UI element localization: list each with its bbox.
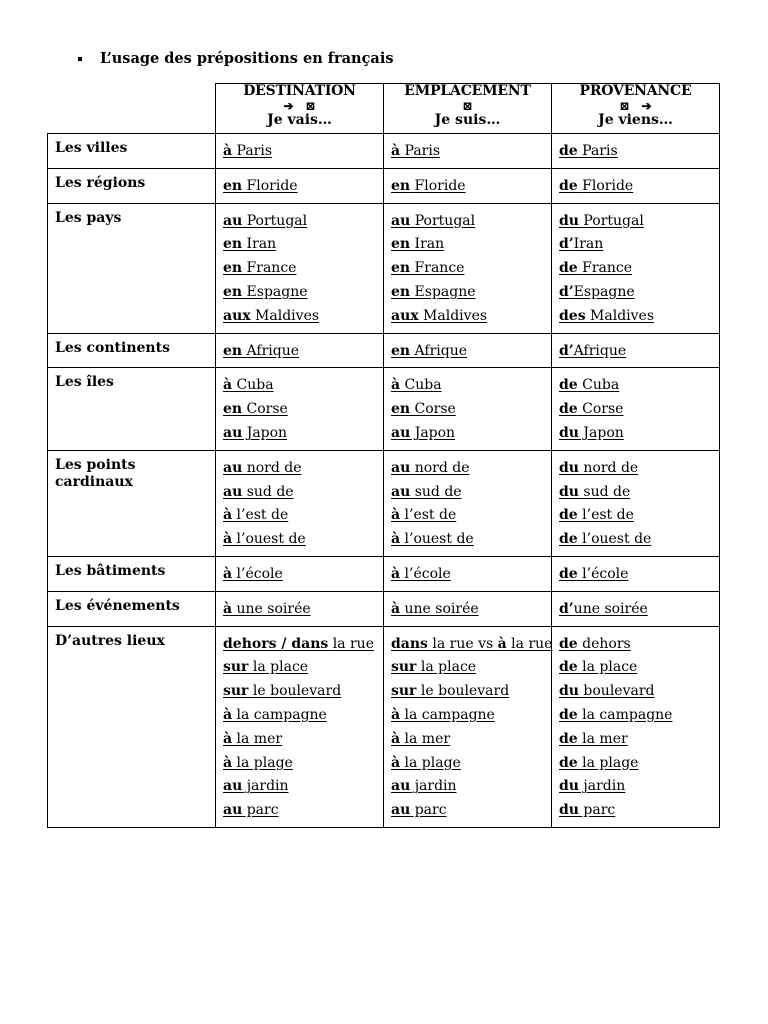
preposition-word: de <box>559 507 578 524</box>
place-word: la place <box>416 659 477 676</box>
preposition-line <box>559 528 712 552</box>
place-word: la rue <box>506 635 553 652</box>
preposition-line <box>559 233 712 257</box>
header-icons <box>556 99 715 113</box>
preposition-line <box>391 799 544 823</box>
place-word: Paris <box>577 143 618 159</box>
preposition-line <box>391 140 544 164</box>
place-word: Portugal <box>410 212 476 229</box>
place-word: Iran <box>410 236 445 253</box>
preposition-word: à <box>223 600 233 617</box>
preposition-word: de <box>559 635 578 652</box>
place-word: Afrique <box>573 342 627 359</box>
preposition-line <box>391 598 544 622</box>
place-word: Afrique <box>410 342 468 359</box>
preposition-line <box>391 457 544 481</box>
preposition-line <box>391 504 544 528</box>
preposition-word: en <box>391 342 411 359</box>
preposition-word: de <box>559 260 578 277</box>
preposition-word: en <box>391 401 411 418</box>
table-row <box>48 333 720 368</box>
preposition-line <box>223 598 376 622</box>
place-word: la rue vs <box>427 635 498 652</box>
preposition-line <box>559 633 712 657</box>
preposition-line <box>559 457 712 481</box>
place-word: la mer <box>577 730 628 747</box>
preposition-line <box>391 656 544 680</box>
preposition-word: aux <box>223 307 251 324</box>
preposition-cell <box>384 556 552 591</box>
place-word: Paris <box>232 143 273 159</box>
preposition-word: à <box>223 706 233 723</box>
preposition-word: du <box>559 802 579 819</box>
row-label: Les continents <box>48 333 216 368</box>
boxed-x-icon: ⊠ <box>619 98 630 113</box>
preposition-word: dehors / dans <box>223 635 329 652</box>
place-word: l’ouest de <box>577 531 652 548</box>
preposition-word: de <box>559 659 578 676</box>
header-destination <box>216 84 384 134</box>
preposition-word: à <box>391 507 401 524</box>
header-name: PROVENANCE <box>579 83 692 99</box>
place-word: Corse <box>410 401 456 418</box>
preposition-word: au <box>223 459 243 476</box>
table-row <box>48 556 720 591</box>
place-word: Japon <box>578 424 624 441</box>
place-word: jardin <box>242 778 289 795</box>
preposition-word: du <box>559 778 579 795</box>
row-label: Les points cardinaux <box>48 450 216 556</box>
preposition-line <box>559 140 712 164</box>
preposition-word: du <box>559 683 579 700</box>
place-word: boulevard <box>578 683 655 700</box>
preposition-word: en <box>223 401 243 418</box>
header-blank-cell <box>48 84 216 134</box>
preposition-cell <box>216 368 384 450</box>
preposition-word: de <box>559 531 578 548</box>
preposition-line <box>223 340 376 364</box>
header-emplacement <box>384 84 552 134</box>
place-word: Floride <box>410 177 466 194</box>
header-name: DESTINATION <box>243 83 356 99</box>
preposition-line <box>559 374 712 398</box>
preposition-line <box>391 563 544 587</box>
preposition-line <box>391 704 544 728</box>
row-label: Les événements <box>48 591 216 626</box>
preposition-line <box>223 728 376 752</box>
row-label: D’autres lieux <box>48 626 216 827</box>
place-word: l’école <box>577 565 629 582</box>
preposition-line <box>559 704 712 728</box>
preposition-word: au <box>223 778 243 795</box>
preposition-word: d’ <box>559 342 574 359</box>
place-word: la plage <box>400 754 461 771</box>
preposition-line <box>223 704 376 728</box>
preposition-word: à <box>223 754 233 771</box>
preposition-word: au <box>223 483 243 500</box>
preposition-word: au <box>223 424 243 441</box>
header-icons <box>220 99 379 113</box>
preposition-line <box>559 728 712 752</box>
table-row <box>48 168 720 203</box>
row-label: Les bâtiments <box>48 556 216 591</box>
preposition-word: à <box>391 754 401 771</box>
preposition-cell <box>384 203 552 333</box>
preposition-word: sur <box>223 683 249 700</box>
preposition-cell <box>552 368 720 450</box>
place-word: la mer <box>232 730 283 747</box>
preposition-word: au <box>391 778 411 795</box>
preposition-line <box>559 340 712 364</box>
place-word: nord de <box>578 459 639 476</box>
header-row <box>48 84 720 134</box>
preposition-cell <box>384 333 552 368</box>
preposition-line <box>391 775 544 799</box>
preposition-cell <box>552 134 720 169</box>
preposition-word: au <box>391 459 411 476</box>
preposition-word: en <box>391 260 411 277</box>
preposition-word: au <box>391 424 411 441</box>
header-icons <box>388 99 547 113</box>
preposition-line <box>559 257 712 281</box>
place-word: Paris <box>400 143 441 159</box>
preposition-line <box>391 728 544 752</box>
preposition-word: des <box>559 307 586 324</box>
place-word: la campagne <box>400 706 495 723</box>
place-word: une soirée <box>573 600 648 617</box>
preposition-word: à <box>391 377 401 394</box>
preposition-word: en <box>391 283 411 300</box>
preposition-word: à <box>223 565 233 582</box>
preposition-word: sur <box>391 683 417 700</box>
place-word: Cuba <box>577 377 620 394</box>
place-word: la rue <box>328 635 374 652</box>
preposition-word: de <box>559 754 578 771</box>
preposition-cell <box>384 134 552 169</box>
preposition-line <box>223 457 376 481</box>
place-word: France <box>410 260 465 277</box>
place-word: nord de <box>242 459 302 476</box>
row-label: Les villes <box>48 134 216 169</box>
preposition-word: de <box>559 177 578 194</box>
place-word: Afrique <box>242 342 300 359</box>
preposition-line <box>391 752 544 776</box>
preposition-word: à <box>497 635 507 652</box>
preposition-line <box>391 528 544 552</box>
preposition-word: à <box>223 377 233 394</box>
place-word: jardin <box>578 778 626 795</box>
place-word: Japon <box>410 424 456 441</box>
preposition-line <box>391 175 544 199</box>
preposition-word: au <box>391 802 411 819</box>
preposition-line <box>391 340 544 364</box>
place-word: la plage <box>232 754 293 771</box>
preposition-line <box>223 775 376 799</box>
preposition-cell <box>216 333 384 368</box>
place-word: Japon <box>242 424 288 441</box>
preposition-cell <box>216 168 384 203</box>
preposition-cell <box>384 591 552 626</box>
preposition-cell <box>216 626 384 827</box>
place-word: le boulevard <box>416 683 510 700</box>
place-word: l’école <box>400 565 451 582</box>
table-row <box>48 450 720 556</box>
preposition-line <box>559 680 712 704</box>
preposition-cell <box>552 333 720 368</box>
place-word: la plage <box>577 754 639 771</box>
place-word: l’est de <box>577 507 634 524</box>
preposition-line <box>559 210 712 234</box>
preposition-line <box>223 422 376 446</box>
preposition-line <box>223 233 376 257</box>
preposition-line <box>223 680 376 704</box>
preposition-line <box>223 481 376 505</box>
place-word: France <box>577 260 633 277</box>
preposition-word: en <box>391 177 411 194</box>
preposition-line <box>223 398 376 422</box>
boxed-x-icon: ⊠ <box>305 98 316 113</box>
preposition-word: du <box>559 424 579 441</box>
preposition-line <box>559 504 712 528</box>
preposition-line <box>223 656 376 680</box>
preposition-line <box>223 210 376 234</box>
preposition-cell <box>216 591 384 626</box>
arrow-right-icon: ➔ <box>283 98 294 113</box>
place-word: Floride <box>242 177 298 194</box>
preposition-word: au <box>391 483 411 500</box>
preposition-line <box>223 563 376 587</box>
table-row <box>48 134 720 169</box>
place-word: parc <box>242 802 279 819</box>
header-name: EMPLACEMENT <box>404 83 531 99</box>
preposition-word: sur <box>223 659 249 676</box>
place-word: Floride <box>577 177 634 194</box>
table-row <box>48 203 720 333</box>
preposition-word: à <box>391 565 401 582</box>
table-row <box>48 591 720 626</box>
preposition-word: d’ <box>559 283 574 300</box>
preposition-line <box>559 481 712 505</box>
place-word: Iran <box>573 236 604 253</box>
place-word: Espagne <box>573 283 635 300</box>
preposition-line <box>559 422 712 446</box>
preposition-cell <box>552 556 720 591</box>
preposition-line <box>223 175 376 199</box>
place-word: Maldives <box>585 307 655 324</box>
place-word: dehors <box>577 635 631 652</box>
place-word: une soirée <box>232 600 311 617</box>
header-provenance <box>552 84 720 134</box>
preposition-word: à <box>391 531 401 548</box>
place-word: Portugal <box>242 212 308 229</box>
preposition-word: au <box>223 212 243 229</box>
preposition-line <box>223 257 376 281</box>
preposition-line <box>223 752 376 776</box>
preposition-word: à <box>391 143 401 159</box>
preposition-word: de <box>559 143 578 159</box>
preposition-word: à <box>223 507 233 524</box>
preposition-line <box>223 281 376 305</box>
preposition-line <box>391 233 544 257</box>
preposition-word: en <box>223 177 243 194</box>
preposition-line <box>391 210 544 234</box>
preposition-cell <box>216 450 384 556</box>
place-word: Maldives <box>250 307 320 324</box>
place-word: sud de <box>410 483 462 500</box>
preposition-word: du <box>559 459 579 476</box>
preposition-cell <box>384 450 552 556</box>
preposition-line <box>223 633 376 657</box>
preposition-word: dans <box>391 635 428 652</box>
preposition-word: au <box>391 212 411 229</box>
preposition-line <box>391 422 544 446</box>
row-label: Les régions <box>48 168 216 203</box>
preposition-cell <box>552 168 720 203</box>
preposition-line <box>391 305 544 329</box>
preposition-word: en <box>391 236 411 253</box>
preposition-cell <box>216 556 384 591</box>
table-body <box>48 134 720 828</box>
preposition-cell <box>552 591 720 626</box>
preposition-line <box>391 398 544 422</box>
place-word: l’école <box>232 565 283 582</box>
place-word: la campagne <box>577 706 673 723</box>
preposition-line <box>559 656 712 680</box>
preposition-line <box>223 374 376 398</box>
preposition-word: du <box>559 483 579 500</box>
preposition-line <box>559 305 712 329</box>
preposition-word: de <box>559 377 578 394</box>
row-label: Les pays <box>48 203 216 333</box>
table-row <box>48 368 720 450</box>
preposition-line <box>391 633 553 657</box>
place-word: la mer <box>400 730 451 747</box>
preposition-line <box>391 374 544 398</box>
table-row <box>48 626 720 827</box>
place-word: Cuba <box>232 377 274 394</box>
place-word: la place <box>248 659 309 676</box>
preposition-word: d’ <box>559 600 574 617</box>
preposition-line <box>559 563 712 587</box>
preposition-cell <box>552 626 720 827</box>
preposition-word: aux <box>391 307 419 324</box>
arrow-right-icon: ➔ <box>641 98 652 113</box>
document-title <box>78 50 394 67</box>
place-word: sud de <box>578 483 631 500</box>
preposition-line <box>223 140 376 164</box>
place-word: France <box>242 260 297 277</box>
place-word: le boulevard <box>248 683 342 700</box>
place-word: Maldives <box>418 307 488 324</box>
boxed-x-icon: ⊠ <box>462 98 473 113</box>
preposition-word: du <box>559 212 579 229</box>
preposition-word: de <box>559 706 578 723</box>
preposition-line <box>223 528 376 552</box>
preposition-word: de <box>559 401 578 418</box>
preposition-word: en <box>223 260 243 277</box>
place-word: sud de <box>242 483 294 500</box>
preposition-line <box>559 175 712 199</box>
place-word: nord de <box>410 459 470 476</box>
place-word: l’ouest de <box>232 531 306 548</box>
header-phrase: Je vais… <box>267 111 332 128</box>
preposition-cell <box>552 203 720 333</box>
preposition-word: à <box>391 730 401 747</box>
preposition-line <box>559 281 712 305</box>
preposition-line <box>391 481 544 505</box>
preposition-line <box>223 305 376 329</box>
preposition-line <box>559 598 712 622</box>
preposition-line <box>559 775 712 799</box>
header-phrase: Je suis… <box>434 111 501 128</box>
place-word: l’est de <box>232 507 289 524</box>
preposition-word: en <box>223 342 243 359</box>
preposition-word: à <box>391 600 401 617</box>
preposition-cell <box>384 368 552 450</box>
place-word: Corse <box>577 401 624 418</box>
place-word: Espagne <box>410 283 476 300</box>
place-word: Iran <box>242 236 277 253</box>
preposition-word: au <box>223 802 243 819</box>
place-word: Espagne <box>242 283 308 300</box>
preposition-word: de <box>559 565 578 582</box>
preposition-word: en <box>223 283 243 300</box>
preposition-word: à <box>223 143 233 159</box>
place-word: parc <box>410 802 447 819</box>
preposition-cell <box>384 168 552 203</box>
header-phrase: Je viens… <box>598 111 673 128</box>
preposition-word: d’ <box>559 236 574 253</box>
place-word: l’est de <box>400 507 457 524</box>
preposition-word: en <box>223 236 243 253</box>
place-word: parc <box>578 802 616 819</box>
place-word: Corse <box>242 401 288 418</box>
preposition-line <box>559 799 712 823</box>
preposition-cell <box>384 626 552 827</box>
preposition-line <box>559 398 712 422</box>
row-label: Les îles <box>48 368 216 450</box>
place-word: l’ouest de <box>400 531 474 548</box>
preposition-line <box>391 680 544 704</box>
place-word: la place <box>577 659 638 676</box>
preposition-word: de <box>559 730 578 747</box>
place-word: Portugal <box>578 212 644 229</box>
preposition-line <box>559 752 712 776</box>
preposition-word: à <box>223 531 233 548</box>
place-word: une soirée <box>400 600 479 617</box>
preposition-line <box>223 799 376 823</box>
preposition-word: à <box>391 706 401 723</box>
prepositions-table <box>47 83 720 828</box>
preposition-line <box>391 257 544 281</box>
preposition-word: sur <box>391 659 417 676</box>
place-word: la campagne <box>232 706 327 723</box>
preposition-cell <box>216 203 384 333</box>
preposition-cell <box>216 134 384 169</box>
place-word: Cuba <box>400 377 442 394</box>
preposition-cell <box>552 450 720 556</box>
preposition-word: à <box>223 730 233 747</box>
preposition-line <box>223 504 376 528</box>
preposition-line <box>391 281 544 305</box>
place-word: jardin <box>410 778 457 795</box>
bullet-icon <box>78 57 82 61</box>
title-text: L’usage des prépositions en français <box>100 50 394 67</box>
